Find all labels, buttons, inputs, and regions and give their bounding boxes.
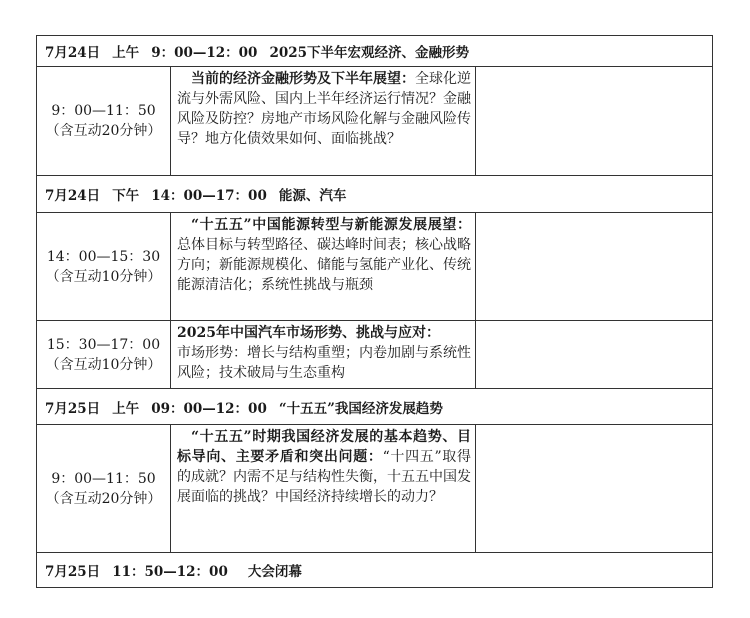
header-date: 7月25日 (45, 400, 101, 417)
header-time: 9：00—12：00 (151, 45, 258, 61)
session-time: 15：30—17：00 (46, 336, 161, 353)
session-time: 14：00—15：30 (46, 248, 161, 265)
session-topic-cell (171, 321, 476, 389)
schedule-table (36, 35, 713, 588)
header-title: 大会闭幕 (247, 564, 302, 580)
session-body: “十四五”取得的成就？内需不足与结构性失衡，十五五中国发展面临的挑战？中国经济持续增长的动力？ (177, 449, 471, 505)
day-header-row (37, 176, 713, 213)
session-body: 总体目标与转型路径、碳达峰时间表；核心战略方向；新能源规模化、储能与氢能产业化、传统能源清洁化；系统性挑战与瓶颈 (177, 237, 471, 293)
blank-cell (476, 321, 713, 389)
session-time: 9：00—11：50 (51, 470, 156, 487)
header-date: 7月24日 (45, 188, 101, 204)
session-topic-cell (171, 67, 476, 176)
session-topic-cell (171, 213, 476, 321)
day-header-cell (37, 176, 713, 213)
session-topic-cell (171, 425, 476, 553)
session-note: （含互动10分钟） (45, 268, 162, 285)
header-title: 能源、汽车 (278, 188, 347, 204)
session-time-cell (37, 321, 171, 389)
session-body: 全球化逆流与外需风险、国内上半年经济运行情况？金融风险及防控？房地产市场风险化解与金融风险传导？地方化债效果如何、面临挑战？ (177, 71, 471, 147)
header-time: 09：00—12：00 (151, 400, 267, 417)
blank-cell (476, 213, 713, 321)
day-header-cell (37, 36, 713, 67)
day-header-cell (37, 553, 713, 588)
session-note: （含互动10分钟） (45, 356, 162, 373)
session-note: （含互动20分钟） (45, 123, 162, 139)
session-lead: “十五五”中国能源转型与新能源发展展望： (191, 217, 471, 233)
session-row (37, 213, 713, 321)
session-row (37, 67, 713, 176)
header-title: 2025下半年宏观经济、金融形势 (269, 45, 470, 61)
header-time: 14：00—17：00 (151, 188, 267, 204)
header-period: 上午 (112, 400, 140, 417)
session-lead: “十五五”时期我国经济发展的基本趋势、目标导向、主要矛盾和突出问题： (177, 429, 471, 465)
day-header-cell (37, 389, 713, 425)
session-time-cell (37, 67, 171, 176)
day-header-row (37, 389, 713, 425)
session-lead: 当前的经济金融形势及下半年展望： (191, 71, 415, 87)
session-row (37, 425, 713, 553)
session-row (37, 321, 713, 389)
session-body: 市场形势：增长与结构重塑；内卷加剧与系统性风险；技术破局与生态重构 (177, 345, 471, 381)
header-time: 11：50—12：00 (112, 564, 228, 580)
blank-cell (476, 425, 713, 553)
session-time-cell (37, 213, 171, 321)
session-lead: 2025年中国汽车市场形势、挑战与应对： (177, 325, 440, 341)
day-header-row (37, 553, 713, 588)
header-period: 下午 (112, 188, 140, 204)
header-date: 7月24日 (45, 45, 101, 61)
header-date: 7月25日 (45, 564, 101, 580)
header-title: “十五五”我国经济发展趋势 (278, 400, 443, 417)
session-note: （含互动20分钟） (45, 490, 162, 507)
day-header-row (37, 36, 713, 67)
blank-cell (476, 67, 713, 176)
header-period: 上午 (112, 45, 140, 61)
session-time: 9：00—11：50 (51, 103, 156, 119)
session-time-cell (37, 425, 171, 553)
